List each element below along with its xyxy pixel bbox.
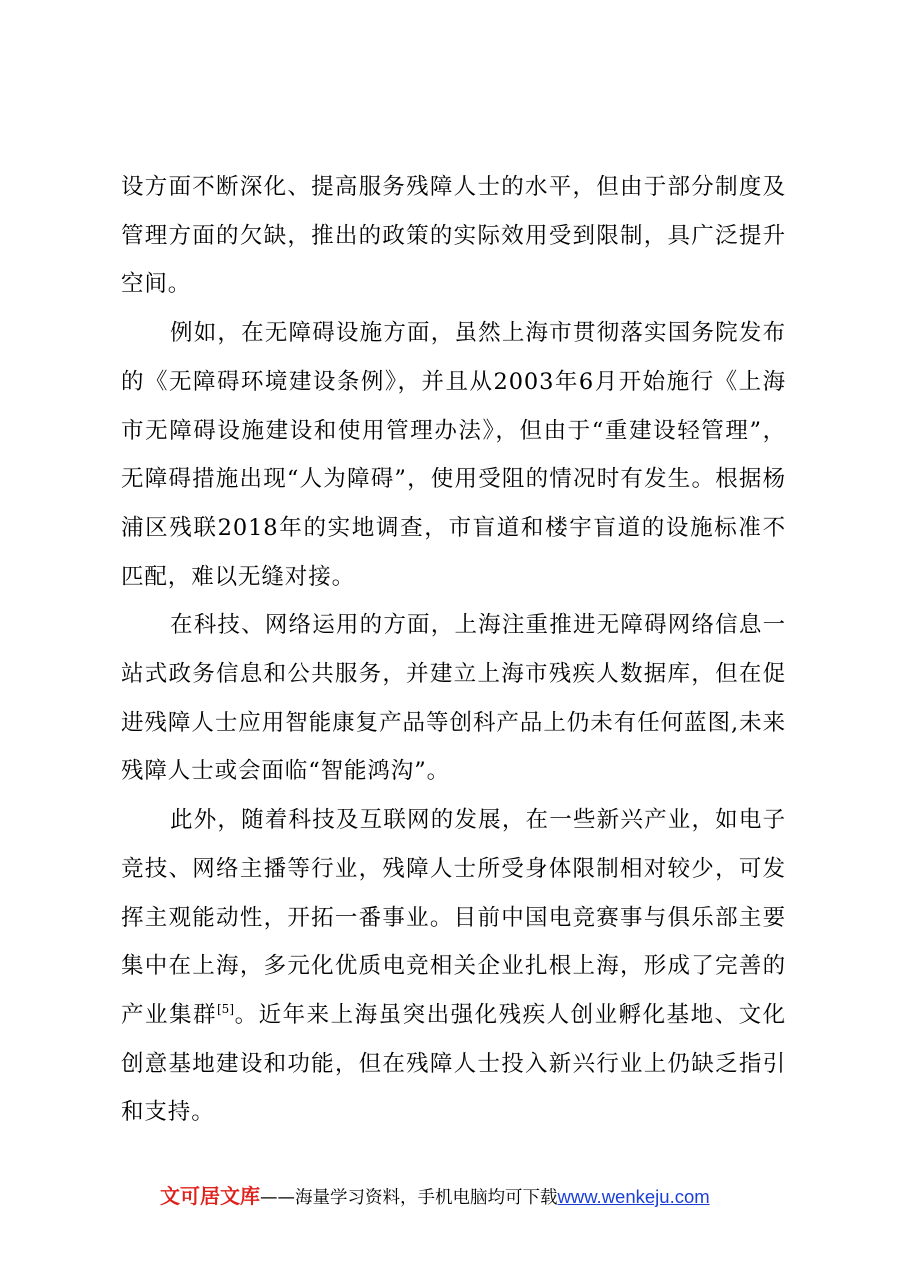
document-body bbox=[121, 163, 786, 1137]
paragraph-text-after-citation: 。近年来上海虽突出强化残疾人创业孵化基地、文化创意基地建设和功能，但在残障人士投入新兴行业上仍缺乏指引和支持。 bbox=[121, 1001, 786, 1126]
paragraph-technology-network: 在科技、网络运用的方面，上海注重推进无障碍网络信息一站式政务信息和公共服务，并建立上海市残疾人数据库，但在促进残障人士应用智能康复产品等创科产品上仍未有任何蓝图,未来残障人士或会面临“智能鸿沟”。 bbox=[121, 612, 786, 785]
footer-banner bbox=[160, 1181, 800, 1213]
brand-name: 文可居文库 bbox=[160, 1184, 260, 1208]
paragraph-emerging-industries bbox=[121, 796, 786, 1137]
citation-reference[interactable]: [5] bbox=[217, 1001, 234, 1016]
paragraph-continuation: 设方面不断深化、提高服务残障人士的水平，但由于部分制度及管理方面的欠缺，推出的政策的实际效用受到限制，具广泛提升空间。 bbox=[121, 174, 786, 298]
footer-slogan: ——海量学习资料，手机电脑均可下载 bbox=[260, 1188, 558, 1208]
paragraph-accessibility-facilities: 例如，在无障碍设施方面，虽然上海市贯彻落实国务院发布的《无障碍环境建设条例》，并且从2003年6月开始施行《上海市无障碍设施建设和使用管理办法》，但由于“重建设轻管理”，无障碍措施出现“人为障碍”，使用受阻的情况时有发生。根据杨浦区残联2018年的实地调查，市盲道和楼宇盲道的设施标准不匹配，难以无缝对接。 bbox=[121, 320, 786, 590]
paragraph-text-before-citation: 此外，随着科技及互联网的发展，在一些新兴产业，如电子竞技、网络主播等行业，残障人士所受身体限制相对较少，可发挥主观能动性，开拓一番事业。目前中国电竞赛事与俱乐部主要集中在上海，多元化优质电竞相关企业扎根上海，形成了完善的产业集群 bbox=[121, 807, 786, 1028]
website-link[interactable]: www.wenkeju.com bbox=[557, 1186, 710, 1207]
